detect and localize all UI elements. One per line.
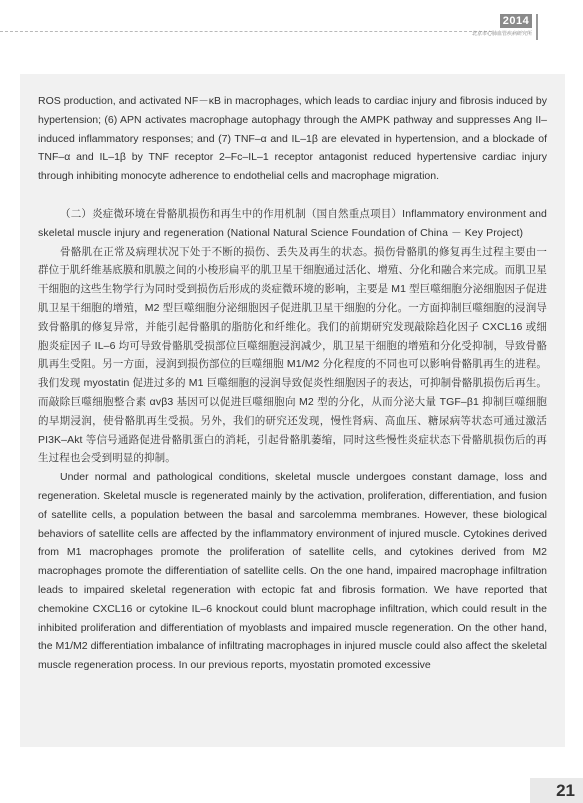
page-header — [0, 0, 583, 46]
institute-name: 北京市心肺血管疾病研究所 — [472, 31, 532, 37]
year-badge: 2014 — [500, 14, 532, 28]
header-vertical-bar — [536, 14, 538, 40]
paragraph-gap — [38, 186, 547, 205]
page-number: 21 — [556, 781, 575, 800]
content-panel — [20, 74, 565, 747]
header-dashed-rule — [0, 31, 492, 32]
paragraph-hypertension-findings: ROS production, and activated NF－κB in macrophages, which leads to cardiac injury and fibrosis induced by hypertension; (6) APN activates macrophage autophagy through the AMPK pathway and suppresses Ang II–induced inflammatory responses; and (7) TNF–α and IL–1β are elevated in hypertension, and a blockade of TNF–α and IL–1β by TNF receptor 2–Fc–IL–1 receptor antagonist reduced hypertensive cardiac injury through inhibiting monocyte adherence to endothelial cells and macrophage migration. — [38, 95, 547, 183]
paragraph-english-body: Under normal and pathological conditions, skeletal muscle undergoes constant damage, loss and regeneration. Skeletal muscle is regenerated mainly by the activation, proliferation, differentiation, and fusion of satellite cells, a population between the basal and sarcolemma membranes. However, these biological behaviors of satellite cells are affected by the inflammatory environment of injured muscle. Cytokines derived from M1 macrophages promote the proliferation of satellite cells, and cytokines derived from M2 macrophages promote the differentiation of satellite cells. On the one hand, impaired macrophage infiltration leads to impaired skeletal regeneration with ectopic fat and fibrosis formation. We have reported that chemokine CXCL16 or cytokine IL–6 knockout could blunt macrophage infiltration, which could result in the inhibited proliferation and differentiation of myoblasts and impaired muscle regeneration. On the other hand, the M1/M2 differentiation imbalance of infiltrating macrophages in injured muscle could also affect the skeletal muscle regeneration process. In our previous reports, myostatin promoted excessive — [38, 471, 547, 672]
section-heading-muscle-regeneration: （二）炎症微环境在骨骼肌损伤和再生中的作用机制（国自然重点项目）Inflammatory environment and skeletal muscle injury and regeneration (National Natural Science Foundation of China － Key Project) — [38, 207, 547, 239]
paragraph-chinese-body: 骨骼肌在正常及病理状况下处于不断的损伤、丢失及再生的状态。损伤骨骼肌的修复再生过程主要由一群位于肌纤维基底膜和肌膜之间的小梭形扁平的肌卫星干细胞通过活化、增殖、分化和融合来完成。而肌卫星干细胞的这些生物学行为同时受到损伤后形成的炎症微环境的影响，主要是 M1 型巨噬细胞分泌细胞因子促进肌卫星干细胞的增殖，M2 型巨噬细胞分泌细胞因子促进肌卫星干细胞的分化。一方面抑制巨噬细胞的浸润导致骨骼肌的修复异常，并能引起骨骼肌的脂肪化和纤维化。我们的前期研究发现敲除趋化因子 CXCL16 或细胞炎症因子 IL–6 均可导致骨骼肌受损部位巨噬细胞浸润减少，肌卫星干细胞的增殖和分化受抑制，导致骨骼肌再生受阻。另一方面，浸润到损伤部位的巨噬细胞 M1/M2 分化程度的不同也可以影响骨骼肌再生的进程。我们发现 myostatin 促进过多的 M1 巨噬细胞的浸润导致促炎性细胞因子的表达，可抑制骨骼肌损伤后再生。而敲除巨噬细胞整合素 αvβ3 基因可以促进巨噬细胞向 M2 型的分化，从而分泌大量 TGF–β1 抑制巨噬细胞的早期浸润，使骨骼肌再生受损。另外，我们的研究还发现，慢性肾病、高血压、糖尿病等状态可通过激活 PI3K–Akt 等信号通路促进骨骼肌蛋白的消耗，引起骨骼肌萎缩，同时这些慢性炎症状态下骨骼肌损伤后的再生过程也会受到明显的抑制。 — [38, 245, 547, 465]
